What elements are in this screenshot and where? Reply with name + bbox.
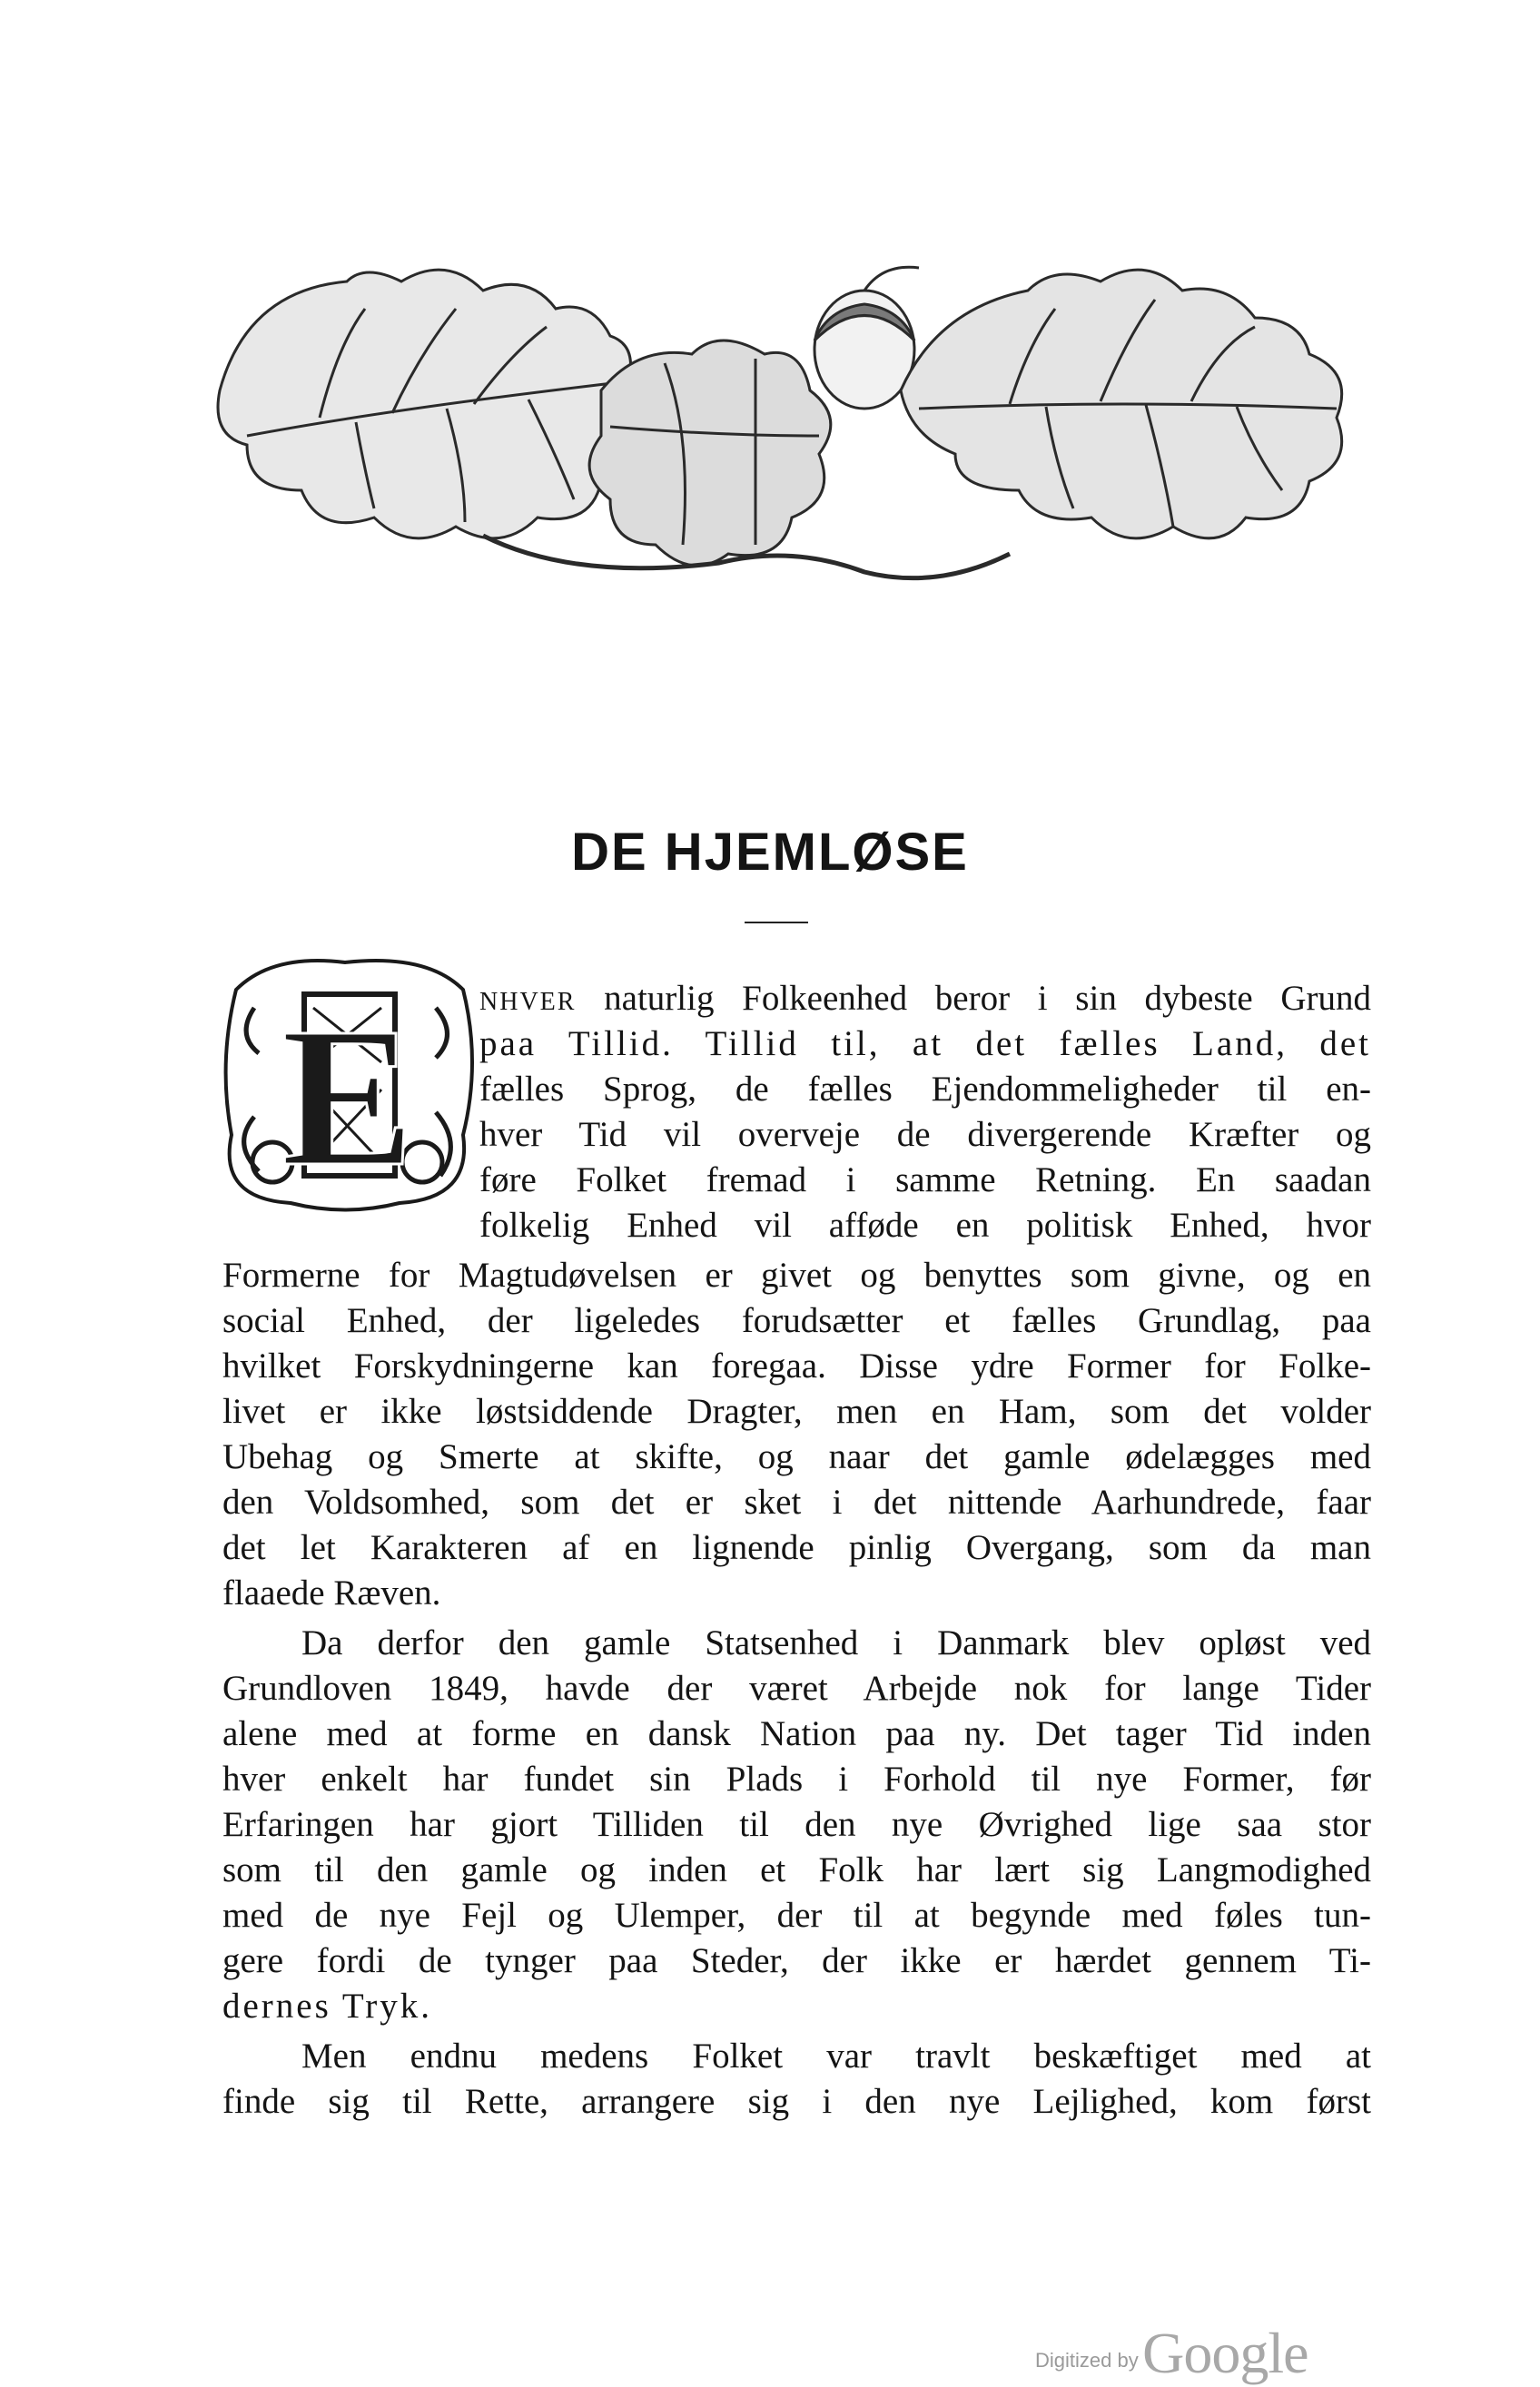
text-line: social Enhed, der ligeledes forudsætter et fælles Grundlag, paa: [222, 1301, 1371, 1340]
text-line: den Voldsomhed, som det er sket i det nittende Aarhundrede, faar: [222, 1483, 1371, 1522]
digitized-watermark: [1035, 2320, 1398, 2385]
text-line: Formerne for Magtudøvelsen er givet og benyttes som givne, og en: [222, 1256, 1371, 1295]
title-divider: [745, 922, 808, 923]
text-line: med de nye Fejl og Ulemper, der til at begynde med føles tun-: [222, 1896, 1371, 1935]
text-line: det let Karakteren af en lignende pinlig Overgang, som da man: [222, 1528, 1371, 1567]
google-logo: Google: [1142, 2321, 1308, 2385]
text-line: alene med at forme en dansk Nation paa ny. Det tager Tid inden: [222, 1714, 1371, 1753]
text-line: finde sig til Rette, arrangere sig i den nye Lejlighed, kom først: [222, 2082, 1371, 2121]
text-line: som til den gamle og inden et Folk har lært sig Langmodighed: [222, 1850, 1371, 1889]
drop-cap-letter: E: [281, 986, 415, 1208]
text-line: hvilket Forskydningerne kan foregaa. Disse ydre Former for Folke-: [222, 1346, 1371, 1386]
text-line: Erfaringen har gjort Tilliden til den nye Øvrighed lige saa stor: [222, 1805, 1371, 1844]
left-oak-leaf: [218, 270, 649, 538]
text-line: Da derfor den gamle Statsenhed i Danmark blev opløst ved: [301, 1623, 1371, 1662]
text-line: fælles Sprog, de fælles Ejendommeligheder til en-: [479, 1070, 1371, 1109]
watermark-prefix: Digitized by: [1035, 2349, 1139, 2372]
text-line: føre Folket fremad i samme Retning. En saadan: [479, 1160, 1371, 1199]
text-line: folkelig Enhed vil afføde en politisk Enhed, hvor: [479, 1206, 1371, 1245]
text-line: hver enkelt har fundet sin Plads i Forhold til nye Former, før: [222, 1760, 1371, 1799]
text-line: livet er ikke løstsiddende Dragter, men en Ham, som det volder: [222, 1392, 1371, 1431]
text-line: NHVER naturlig Folkeenhed beror i sin dybeste Grund: [479, 979, 1371, 1018]
text-line: dernes Tryk.: [222, 1987, 433, 2026]
drop-cap-initial: [218, 953, 478, 1212]
text-line: hver Tid vil overveje de divergerende Kræfter og: [479, 1115, 1371, 1154]
text-line: Men endnu medens Folket var travlt beskæftiget med at: [301, 2037, 1371, 2076]
text-line: gere fordi de tynger paa Steder, der ikke er hærdet gennem Ti-: [222, 1941, 1371, 1980]
text-line: Grundloven 1849, havde der været Arbejde nok for lange Tider: [222, 1669, 1371, 1708]
text-line: paa Tillid. Tillid til, at det fælles Land, det: [479, 1024, 1371, 1063]
page-title: DE HJEMLØSE: [571, 823, 969, 882]
oak-leaf-ornament: [211, 254, 1364, 599]
text-line: flaaede Ræven.: [222, 1573, 441, 1613]
text-line: Ubehag og Smerte at skifte, og naar det gamle ødelægges med: [222, 1437, 1371, 1476]
center-oak-leaf: [589, 340, 831, 566]
